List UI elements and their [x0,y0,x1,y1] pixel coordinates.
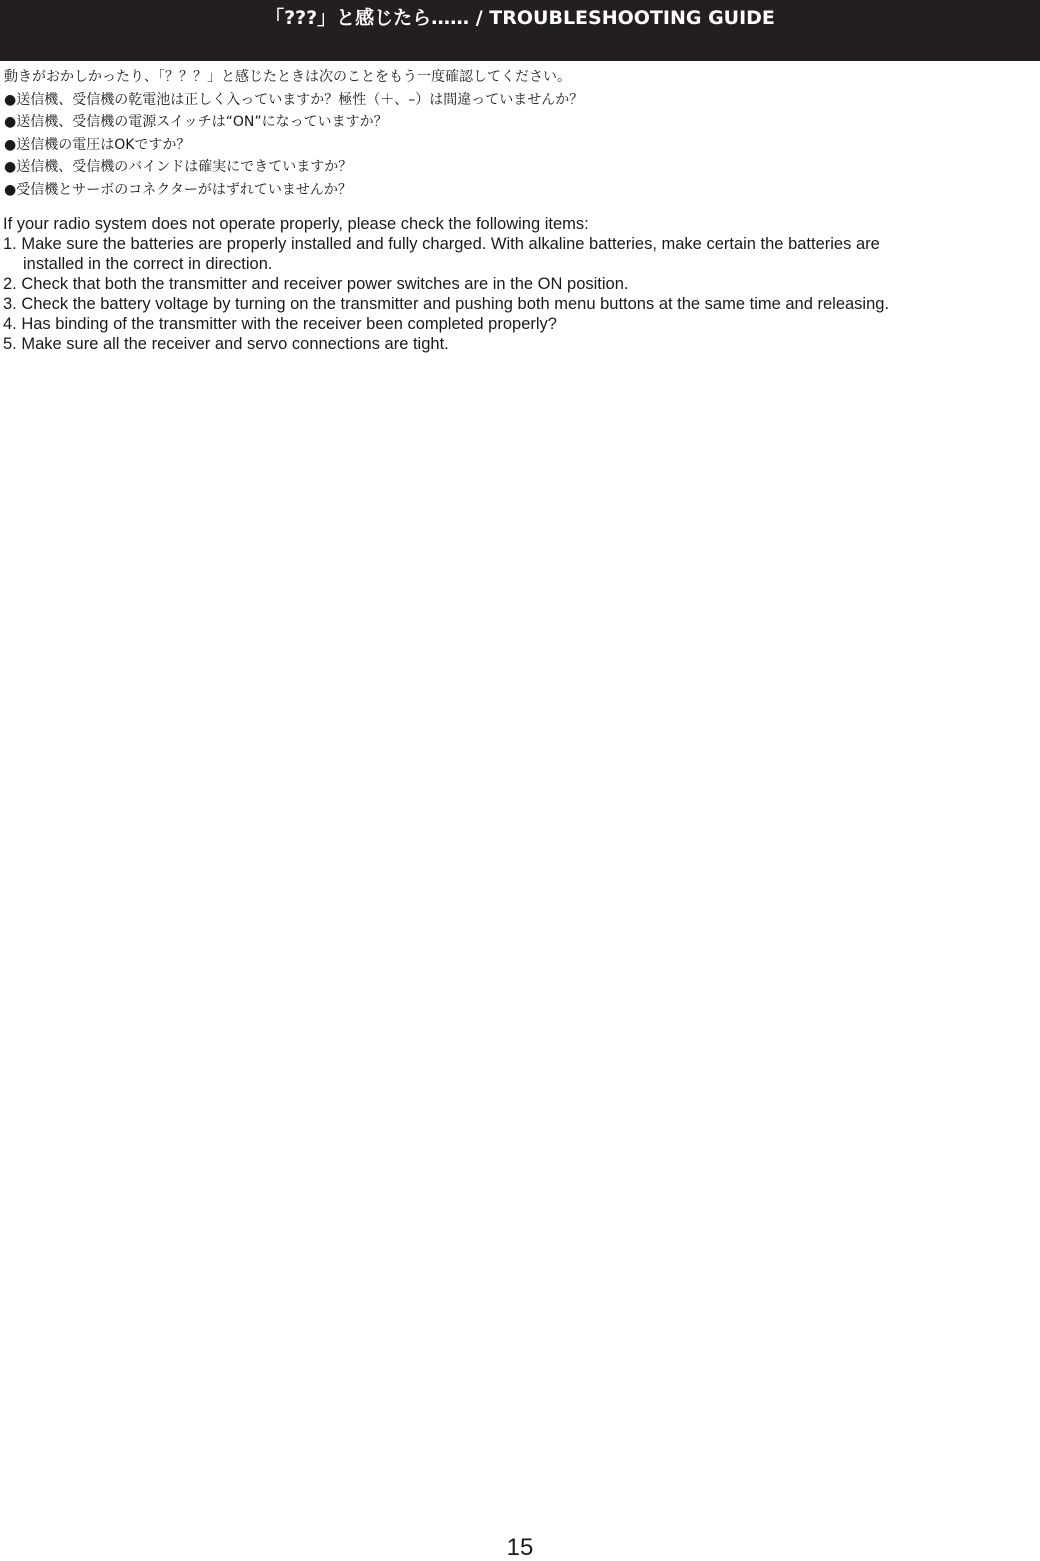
japanese-section [4,66,1034,202]
japanese-check-item: ●送信機、受信機の電源スイッチは“ON”になっていますか？ [4,114,388,131]
japanese-check-item: ●送信機、受信機の乾電池は正しく入っていますか？極性（＋、–）は間違っていませんか？ [4,91,584,108]
english-check-item-2: 2. Check that both the transmitter and receiver power switches are in the ON position. [3,275,629,293]
english-section [3,214,1037,354]
japanese-intro: 動きがおかしかったり、「？？？」と感じたときは次のことをもう一度確認してください。 [4,69,571,85]
english-check-item-3: 3. Check the battery voltage by turning on the transmitter and pushing both menu buttons at the same time and releasing. [3,295,890,313]
header-bar [0,0,1040,61]
page-title: 「???」と感じたら…… / TROUBLESHOOTING GUIDE [265,7,775,29]
english-check-item-1-continued: installed in the correct in direction. [23,255,273,273]
english-check-item-4: 4. Has binding of the transmitter with the receiver been completed properly? [3,315,557,333]
japanese-check-item: ●受信機とサーボのコネクターがはずれていませんか？ [4,181,352,198]
english-intro: If your radio system does not operate properly, please check the following items: [3,215,589,233]
english-check-item-1: 1. Make sure the batteries are properly installed and fully charged. With alkaline batteries, make certain the batteries are [3,235,880,253]
english-check-item-5: 5. Make sure all the receiver and servo connections are tight. [3,335,449,353]
page-number: 15 [506,1534,534,1561]
japanese-check-item: ●送信機、受信機のバインドは確実にできていますか？ [4,159,353,176]
japanese-check-item: ●送信機の電圧はOKですか？ [4,136,191,153]
